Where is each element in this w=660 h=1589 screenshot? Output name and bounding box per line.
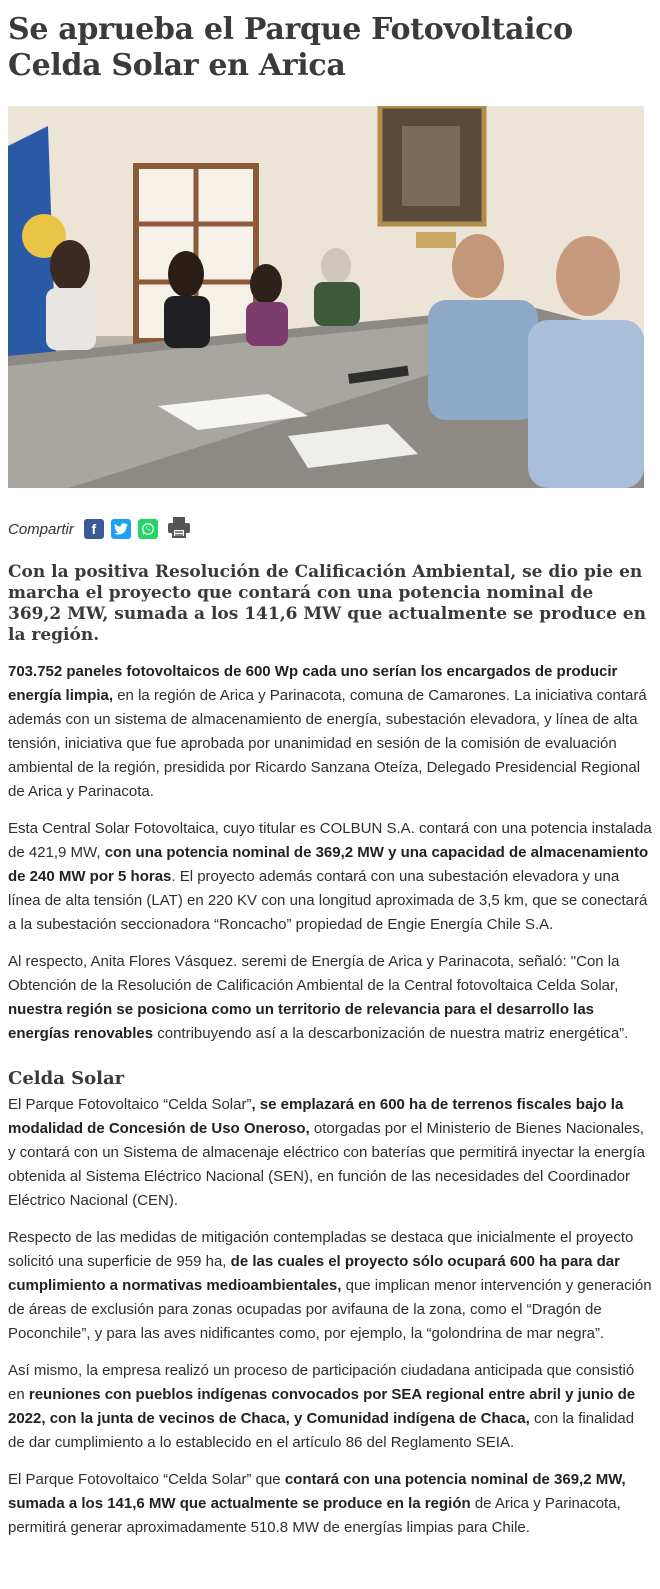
paragraph-2: [8, 817, 652, 937]
paragraph-6-bold: reuniones con pueblos indígenas convocados por SEA regional entre abril y junio de 2022, con la junta de vecinos de Chaca, y Comunidad indígena de Chaca,: [8, 1386, 636, 1427]
paragraph-3-bold: nuestra región se posiciona como un territorio de relevancia para el desarrollo las energías renovables: [8, 1001, 595, 1042]
paragraph-4-text-2: otorgadas por el Ministerio de Bienes Nacionales, y contará con un Sistema de almacenaje eléctrico con baterías que permitirá inyectar la energía obtenida al Sistema Eléctrico Nacional (SEN), en función de las necesidades del Coordinador Eléctrico Nacional (CEN).: [8, 1120, 646, 1209]
whatsapp-icon: [141, 522, 155, 536]
section-heading: Celda Solar: [8, 1068, 125, 1089]
paragraph-5-bold: de las cuales el proyecto sólo ocupará 600 ha para dar cumplimiento a normativas medioambientales,: [8, 1253, 620, 1294]
paragraph-3-text-1: Al respecto, Anita Flores Vásquez. seremi de Energía de Arica y Parinacota, señaló: "Con la Obtención de la Resolución de Calificación Ambiental de la Central fotovoltaica Celda Solar,: [8, 953, 620, 994]
twitter-icon: [114, 523, 128, 535]
paragraph-6: [8, 1359, 652, 1455]
share-label: Compartir: [8, 520, 74, 538]
paragraph-3: [8, 950, 652, 1046]
paragraph-1-text: en la región de Arica y Parinacota, comuna de Camarones. La iniciativa contará además con un sistema de almacenamiento de energía, subestación elevadora, y línea de alta tensión, iniciativa que fue aprobada por unanimidad en sesión de la comisión de evaluación ambiental de la región, presidida por Ricardo Sanzana Oteíza, Delegado Presidencial Regional de Arica y Parinacota.: [8, 687, 647, 800]
paragraph-1: [8, 660, 652, 804]
meeting-photo: [8, 106, 644, 488]
print-icon: [167, 516, 191, 538]
share-bar: [8, 516, 652, 542]
paragraph-6-text-2: con la finalidad de dar cumplimiento a lo establecido en el artículo 86 del Reglamento SEIA.: [8, 1410, 635, 1451]
paragraph-2-text-2: . El proyecto además contará con una subestación elevadora y una línea de alta tensión (LAT) en 220 KV con una longitud aproximada de 3,5 km, que se conectará a la subestación seccionadora “Roncacho” propiedad de Engie Energía Chile S.A.: [8, 868, 648, 933]
paragraph-7-bold: contará con una potencia nominal de 369,2 MW, sumada a los 141,6 MW que actualmente se produce en la región: [8, 1471, 626, 1512]
paragraph-2-text-1: Esta Central Solar Fotovoltaica, cuyo titular es COLBUN S.A. contará con una potencia instalada de 421,9 MW,: [8, 820, 652, 861]
article-title: Se aprueba el Parque Fotovoltaico Celda Solar en Arica: [8, 12, 573, 83]
paragraph-1-bold: 703.752 paneles fotovoltaicos de 600 Wp cada uno serían los encargados de producir energía limpia,: [8, 663, 618, 704]
paragraph-7-text-1: El Parque Fotovoltaico “Celda Solar” que: [8, 1471, 285, 1488]
article-lead: Con la positiva Resolución de Calificación Ambiental, se dio pie en marcha el proyecto que contará con una potencia nominal de 369,2 MW, sumada a los 141,6 MW que actualmente se produce en la región.: [8, 562, 646, 645]
facebook-share-button[interactable]: [84, 519, 104, 539]
paragraph-7: [8, 1468, 652, 1540]
paragraph-5-text-1: Respecto de las medidas de mitigación contempladas se destaca que inicialmente el proyecto solicitó una superficie de 959 ha,: [8, 1229, 634, 1270]
paragraph-4-bold: , se emplazará en 600 ha de terrenos fiscales bajo la modalidad de Concesión de Uso Oneroso,: [8, 1096, 624, 1137]
whatsapp-share-button[interactable]: [138, 519, 158, 539]
paragraph-2-bold: con una potencia nominal de 369,2 MW y una capacidad de almacenamiento de 240 MW por 5 horas: [8, 844, 649, 885]
twitter-share-button[interactable]: [111, 519, 131, 539]
paragraph-7-text-2: de Arica y Parinacota, permitirá generar aproximadamente 510.8 MW de energías limpias para Chile.: [8, 1495, 621, 1536]
paragraph-4: [8, 1093, 652, 1213]
meeting-photo-illustration: [8, 106, 644, 488]
paragraph-5-text-2: que implican menor intervención y generación de áreas de exclusión para zonas ocupadas por avifauna de la zona, como el “Dragón de Poconchile”, y para las aves nidificantes como, por ejemplo, la “golondrina de mar negra”.: [8, 1277, 652, 1342]
paragraph-4-text-1: El Parque Fotovoltaico “Celda Solar”: [8, 1096, 252, 1113]
print-button[interactable]: [167, 516, 191, 543]
paragraph-6-text-1: Así mismo, la empresa realizó un proceso de participación ciudadana anticipada que consistió en: [8, 1362, 635, 1403]
facebook-icon: f: [91, 521, 97, 537]
paragraph-5: [8, 1226, 652, 1346]
paragraph-3-text-2: contribuyendo así a la descarbonización de nuestra matriz energética”.: [153, 1025, 629, 1042]
